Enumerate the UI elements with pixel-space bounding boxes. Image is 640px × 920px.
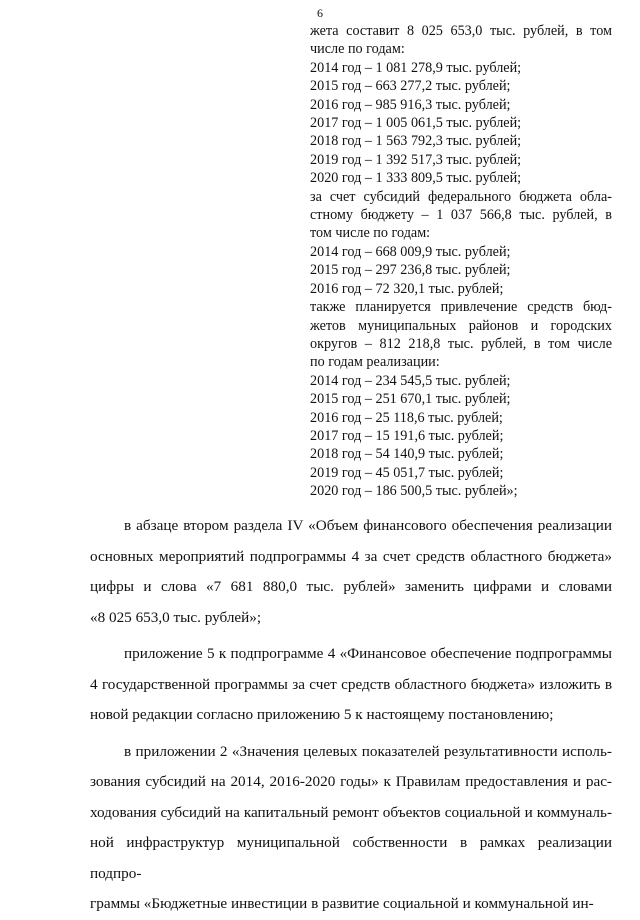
right-column-line: также планируется привлечение средств бюд- <box>310 299 612 316</box>
right-column-line: 2016 год – 985 916,3 тыс. рублей; <box>310 96 511 113</box>
right-column-line: 2014 год – 668 009,9 тыс. рублей; <box>310 243 511 260</box>
right-column-line: жета составит 8 025 653,0 тыс. рублей, в том <box>310 23 612 39</box>
right-column-line: 2015 год – 297 236,8 тыс. рублей; <box>310 262 511 279</box>
right-column-line: 2020 год – 186 500,5 тыс. рублей»; <box>310 483 518 500</box>
paragraph-line: «8 025 653,0 тыс. рублей»; <box>90 608 262 626</box>
right-column-line: 2016 год – 72 320,1 тыс. рублей; <box>310 280 504 297</box>
right-column-line: округов – 812 218,8 тыс. рублей, в том числе <box>310 335 612 352</box>
paragraph-line: основных мероприятий подпрограммы 4 за счет средств областного бюджета» <box>90 547 612 565</box>
right-column-line: 2017 год – 1 005 061,5 тыс. рублей; <box>310 115 522 132</box>
right-column-line: числе по годам: <box>310 41 405 58</box>
paragraph-line: приложение 5 к подпрограмме 4 «Финансовое обеспечение подпрограммы <box>124 645 612 662</box>
right-column-line: 2018 год – 1 563 792,3 тыс. рублей; <box>310 133 522 150</box>
right-column-line: 2020 год – 1 333 809,5 тыс. рублей; <box>310 170 522 187</box>
paragraph <box>90 639 612 731</box>
document-body <box>90 511 612 920</box>
paragraph-line: зования субсидий на 2014, 2016-2020 годы» к Правилам предоставления и рас- <box>90 773 612 790</box>
right-column-line: 2016 год – 25 118,6 тыс. рублей; <box>310 409 503 426</box>
paragraph-line: в приложении 2 «Значения целевых показателей результативности исполь- <box>124 742 612 760</box>
paragraph-line: граммы «Бюджетные инвестиции в развитие социальной и коммунальной ин- <box>90 895 594 912</box>
right-column-line: 2017 год – 15 191,6 тыс. рублей; <box>310 427 504 444</box>
right-column-line: по годам реализации: <box>310 354 440 371</box>
paragraph-line: в абзаце втором раздела IV «Объем финансового обеспечения реализации <box>124 517 612 534</box>
right-column-line: 2015 год – 251 670,1 тыс. рублей; <box>310 391 511 408</box>
page-number: 6 <box>317 6 323 20</box>
paragraph-line: новой редакции согласно приложению 5 к настоящему постановлению; <box>90 706 554 723</box>
paragraph-line: ходования субсидий на капитальный ремонт объектов социальной и коммуналь- <box>90 803 612 821</box>
paragraph <box>90 511 612 633</box>
right-column-line: жетов муниципальных районов и городских <box>310 317 612 334</box>
paragraph <box>90 737 612 920</box>
right-column-text <box>310 22 612 501</box>
right-column-line: 2019 год – 45 051,7 тыс. рублей; <box>310 464 504 481</box>
paragraph-line: цифры и слова «7 681 880,0 тыс. рублей» заменить цифрами и словами <box>90 578 612 595</box>
right-column-line: 2014 год – 1 081 278,9 тыс. рублей; <box>310 59 522 76</box>
right-column-line: за счет субсидий федерального бюджета обла- <box>310 188 612 205</box>
right-column-line: 2019 год – 1 392 517,3 тыс. рублей; <box>310 151 522 168</box>
right-column-line: 2014 год – 234 545,5 тыс. рублей; <box>310 372 511 389</box>
right-column-line: 2018 год – 54 140,9 тыс. рублей; <box>310 446 504 463</box>
paragraph-line: ной инфраструктур муниципальной собственности в рамках реализации подпро- <box>90 834 612 882</box>
right-column-line: 2015 год – 663 277,2 тыс. рублей; <box>310 78 511 95</box>
right-column-line: том числе по годам: <box>310 225 431 242</box>
paragraph-line: 4 государственной программы за счет средств областного бюджета» изложить в <box>90 675 612 693</box>
right-column-line: стному бюджету – 1 037 566,8 тыс. рублей, в <box>310 207 612 224</box>
